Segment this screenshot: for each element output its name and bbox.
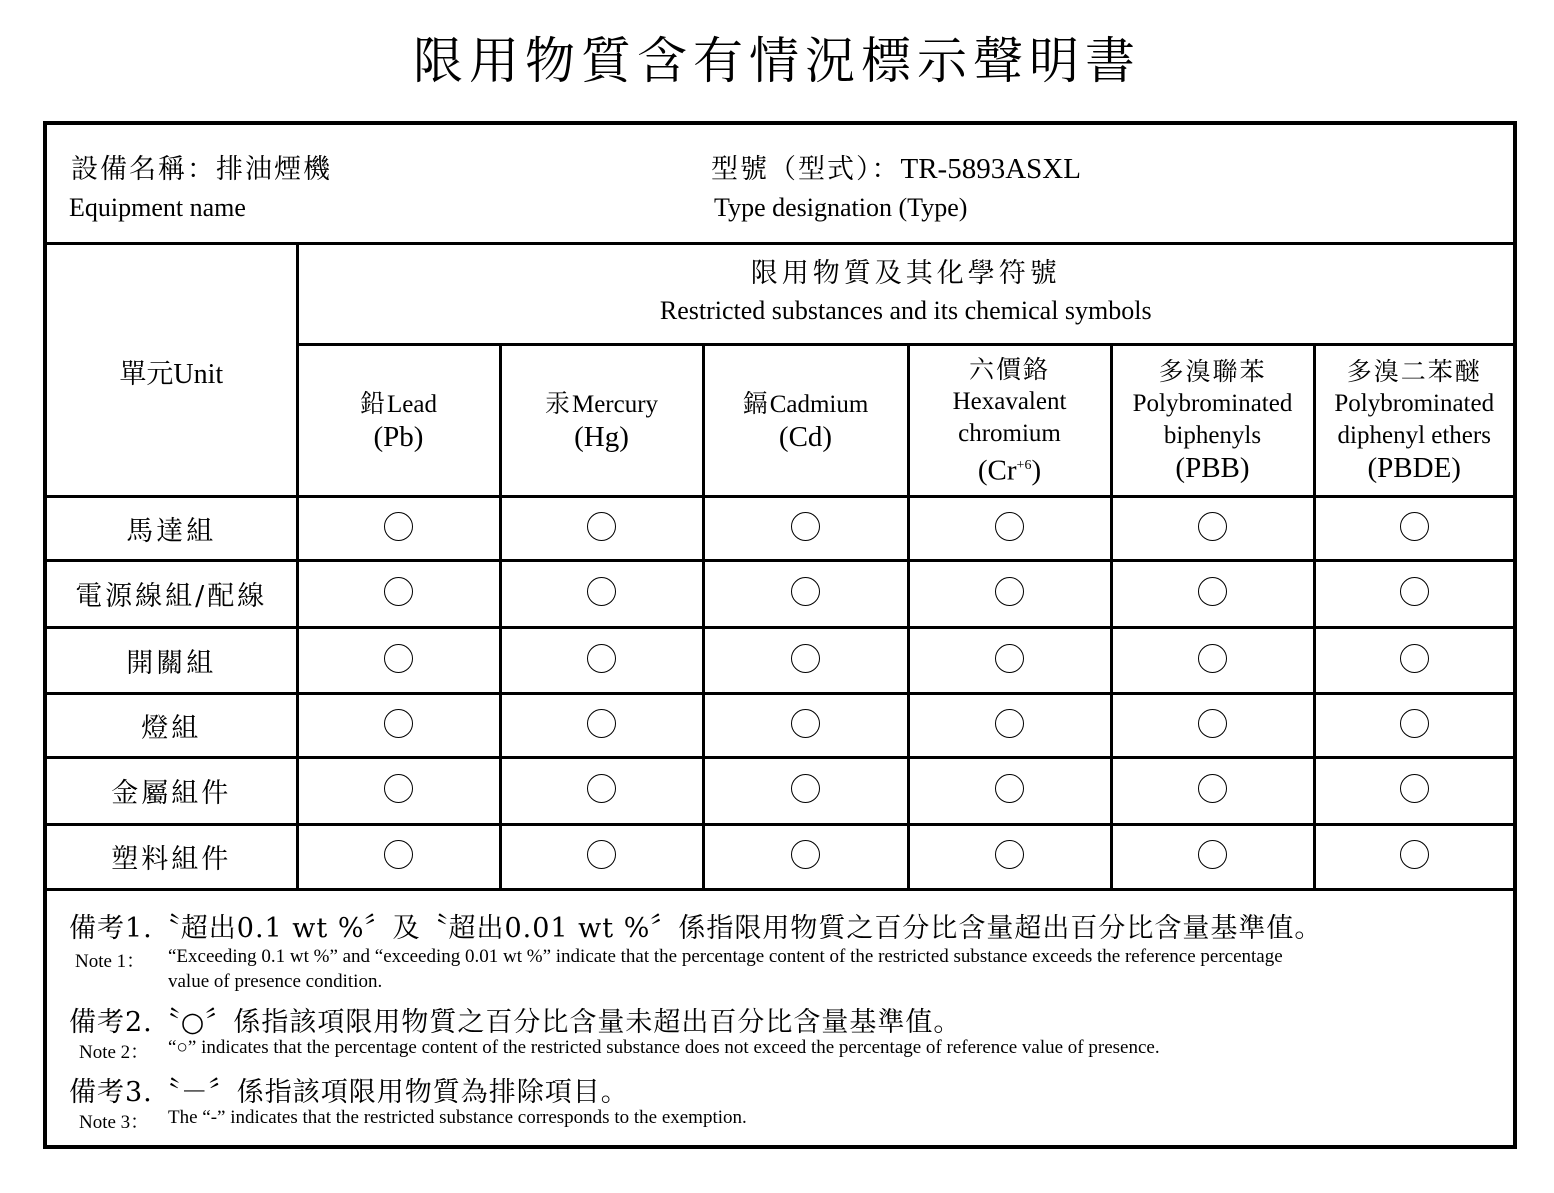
presence-cell xyxy=(1314,693,1513,757)
presence-cell xyxy=(703,757,908,824)
circle-mark-icon xyxy=(791,512,820,541)
substance-header-cadmium xyxy=(703,344,908,496)
unit-name: 燈組 xyxy=(47,693,297,757)
substance-header-lead xyxy=(297,344,500,496)
circle-mark-icon xyxy=(995,840,1024,869)
chromium-symbol xyxy=(910,450,1110,487)
presence-cell xyxy=(297,757,500,824)
presence-cell xyxy=(297,560,500,627)
circle-mark-icon xyxy=(384,709,413,738)
note-2-zh: 備考2.〝○〞係指該項限用物質之百分比含量未超出百分比含量基準值。 xyxy=(69,1007,962,1038)
presence-cell xyxy=(297,627,500,693)
pbb-zh: 多溴聯苯 xyxy=(1158,357,1267,386)
circle-mark-icon xyxy=(587,577,616,606)
table-row xyxy=(47,693,1513,757)
mercury-en: Mercury xyxy=(571,390,659,418)
presence-cell xyxy=(500,824,703,889)
note-1-en-line1: “Exceeding 0.1 wt %” and “exceeding 0.01 wt %” indicate that the percentage content of the restricted substance exceeds the reference percentage xyxy=(168,946,1283,967)
substance-header-pbb xyxy=(1111,344,1314,496)
circle-mark-icon xyxy=(791,709,820,738)
circle-mark-icon xyxy=(587,840,616,869)
type-designation-en: Type designation (Type) xyxy=(714,193,968,222)
mercury-zh: 汞 xyxy=(544,388,572,418)
note-3-en-line1: The “-” indicates that the restricted substance corresponds to the exemption. xyxy=(168,1107,747,1128)
circle-mark-icon xyxy=(791,577,820,606)
equipment-name-zh: 設備名稱：排油煙機 xyxy=(71,154,332,185)
pbde-en1: Polybrominated xyxy=(1334,390,1495,417)
presence-cell xyxy=(1314,496,1513,560)
table-row xyxy=(47,560,1513,627)
circle-mark-icon xyxy=(384,774,413,803)
presence-cell xyxy=(297,496,500,560)
circle-mark-icon xyxy=(587,644,616,673)
presence-cell xyxy=(908,693,1111,757)
circle-mark-icon xyxy=(1400,840,1429,869)
unit-header xyxy=(47,242,297,496)
presence-cell xyxy=(500,693,703,757)
cadmium-symbol: (Cd) xyxy=(778,420,833,453)
circle-mark-icon xyxy=(384,512,413,541)
circle-mark-icon xyxy=(384,840,413,869)
presence-cell xyxy=(908,824,1111,889)
note-3-label: Note 3： xyxy=(79,1112,150,1133)
restricted-substances-header xyxy=(297,242,1513,344)
presence-cell xyxy=(703,693,908,757)
presence-cell xyxy=(703,627,908,693)
unit-header-zh: 單元 xyxy=(119,359,174,390)
table-row xyxy=(47,627,1513,693)
presence-cell xyxy=(703,496,908,560)
circle-mark-icon xyxy=(791,644,820,673)
lead-zh: 鉛 xyxy=(360,388,388,418)
note-1-en-line2: value of presence condition. xyxy=(168,971,383,992)
circle-mark-icon xyxy=(1400,709,1429,738)
note-2-en-line1: “○” indicates that the percentage content of the restricted substance does not exceed the percentage of reference value of presence. xyxy=(168,1037,1160,1058)
presence-cell xyxy=(703,824,908,889)
presence-cell xyxy=(1111,824,1314,889)
cadmium-en: Cadmium xyxy=(769,390,869,418)
presence-cell xyxy=(1111,757,1314,824)
presence-cell xyxy=(500,627,703,693)
unit-name: 金屬組件 xyxy=(47,757,297,824)
circle-mark-icon xyxy=(384,644,413,673)
equipment-name-en: Equipment name xyxy=(69,193,246,222)
presence-cell xyxy=(1111,560,1314,627)
presence-cell xyxy=(500,560,703,627)
unit-name: 塑料組件 xyxy=(47,824,297,889)
presence-cell xyxy=(500,496,703,560)
circle-mark-icon xyxy=(587,774,616,803)
presence-cell xyxy=(1111,627,1314,693)
circle-mark-icon xyxy=(1400,577,1429,606)
chromium-symbol-end: ) xyxy=(1031,454,1042,487)
circle-mark-icon xyxy=(995,644,1024,673)
group-header-zh: 限用物質及其化學符號 xyxy=(750,258,1061,290)
table-row xyxy=(47,757,1513,824)
circle-mark-icon xyxy=(995,512,1024,541)
substance-header-pbde xyxy=(1314,344,1513,496)
circle-mark-icon xyxy=(1198,577,1227,606)
presence-cell xyxy=(1314,757,1513,824)
mercury-symbol: (Hg) xyxy=(574,420,629,453)
circle-mark-icon xyxy=(791,774,820,803)
chromium-en1: Hexavalent xyxy=(952,387,1067,415)
chromium-symbol-base: (Cr xyxy=(977,454,1017,487)
substance-header-hexavalent-chromium xyxy=(908,344,1111,496)
pbb-symbol: (PBB) xyxy=(1175,452,1250,484)
presence-cell xyxy=(908,560,1111,627)
circle-mark-icon xyxy=(1400,644,1429,673)
chromium-zh: 六價鉻 xyxy=(968,354,1050,384)
substance-header-mercury xyxy=(500,344,703,496)
table-row xyxy=(47,824,1513,889)
note-2-label: Note 2： xyxy=(79,1042,150,1063)
lead-en: Lead xyxy=(387,390,437,418)
presence-cell xyxy=(1111,693,1314,757)
pbb-en2: biphenyls xyxy=(1163,422,1262,449)
circle-mark-icon xyxy=(1198,774,1227,803)
circle-mark-icon xyxy=(384,577,413,606)
unit-name: 馬達組 xyxy=(47,496,297,560)
presence-cell xyxy=(1314,824,1513,889)
chromium-symbol-sup: +6 xyxy=(1016,457,1032,473)
pbde-symbol: (PBDE) xyxy=(1367,452,1461,484)
presence-cell xyxy=(1111,496,1314,560)
type-designation-zh xyxy=(711,147,1081,186)
substance-table xyxy=(47,242,1513,891)
unit-name: 開關組 xyxy=(47,627,297,693)
presence-cell xyxy=(908,757,1111,824)
circle-mark-icon xyxy=(791,840,820,869)
presence-cell xyxy=(1314,560,1513,627)
presence-cell xyxy=(297,693,500,757)
unit-name: 電源線組/配線 xyxy=(47,560,297,627)
circle-mark-icon xyxy=(1198,709,1227,738)
document-title: 限用物質含有情況標示聲明書 xyxy=(413,32,1141,90)
circle-mark-icon xyxy=(995,709,1024,738)
equipment-info-section xyxy=(47,125,1513,245)
presence-cell xyxy=(297,824,500,889)
circle-mark-icon xyxy=(587,709,616,738)
unit-header-en: Unit xyxy=(173,359,224,390)
declaration-frame xyxy=(43,121,1517,1149)
note-3-zh: 備考3.〝－〞係指該項限用物質為排除項目。 xyxy=(69,1077,629,1108)
note-1-zh: 備考1.〝超出0.1 wt %〞及〝超出0.01 wt %〞係指限用物質之百分比含量超出百分比含量基準值。 xyxy=(69,913,1323,944)
circle-mark-icon xyxy=(587,512,616,541)
presence-cell xyxy=(1314,627,1513,693)
circle-mark-icon xyxy=(1400,512,1429,541)
circle-mark-icon xyxy=(1400,774,1429,803)
pbde-en2: diphenyl ethers xyxy=(1337,422,1491,449)
pbde-zh: 多溴二苯醚 xyxy=(1346,357,1482,386)
circle-mark-icon xyxy=(995,774,1024,803)
table-row xyxy=(47,496,1513,560)
note-1-label: Note 1： xyxy=(75,951,146,972)
pbb-en1: Polybrominated xyxy=(1132,390,1293,417)
lead-symbol: (Pb) xyxy=(373,420,424,453)
cadmium-zh: 鎘 xyxy=(742,388,770,418)
circle-mark-icon xyxy=(995,577,1024,606)
presence-cell xyxy=(908,496,1111,560)
chromium-en2: chromium xyxy=(958,419,1061,447)
presence-cell xyxy=(703,560,908,627)
circle-mark-icon xyxy=(1198,644,1227,673)
type-label-zh: 型號（型式）： xyxy=(711,154,901,185)
type-value: TR-5893ASXL xyxy=(900,153,1081,185)
presence-cell xyxy=(500,757,703,824)
circle-mark-icon xyxy=(1198,512,1227,541)
group-header-en: Restricted substances and its chemical symbols xyxy=(659,296,1152,326)
circle-mark-icon xyxy=(1198,840,1227,869)
presence-cell xyxy=(908,627,1111,693)
